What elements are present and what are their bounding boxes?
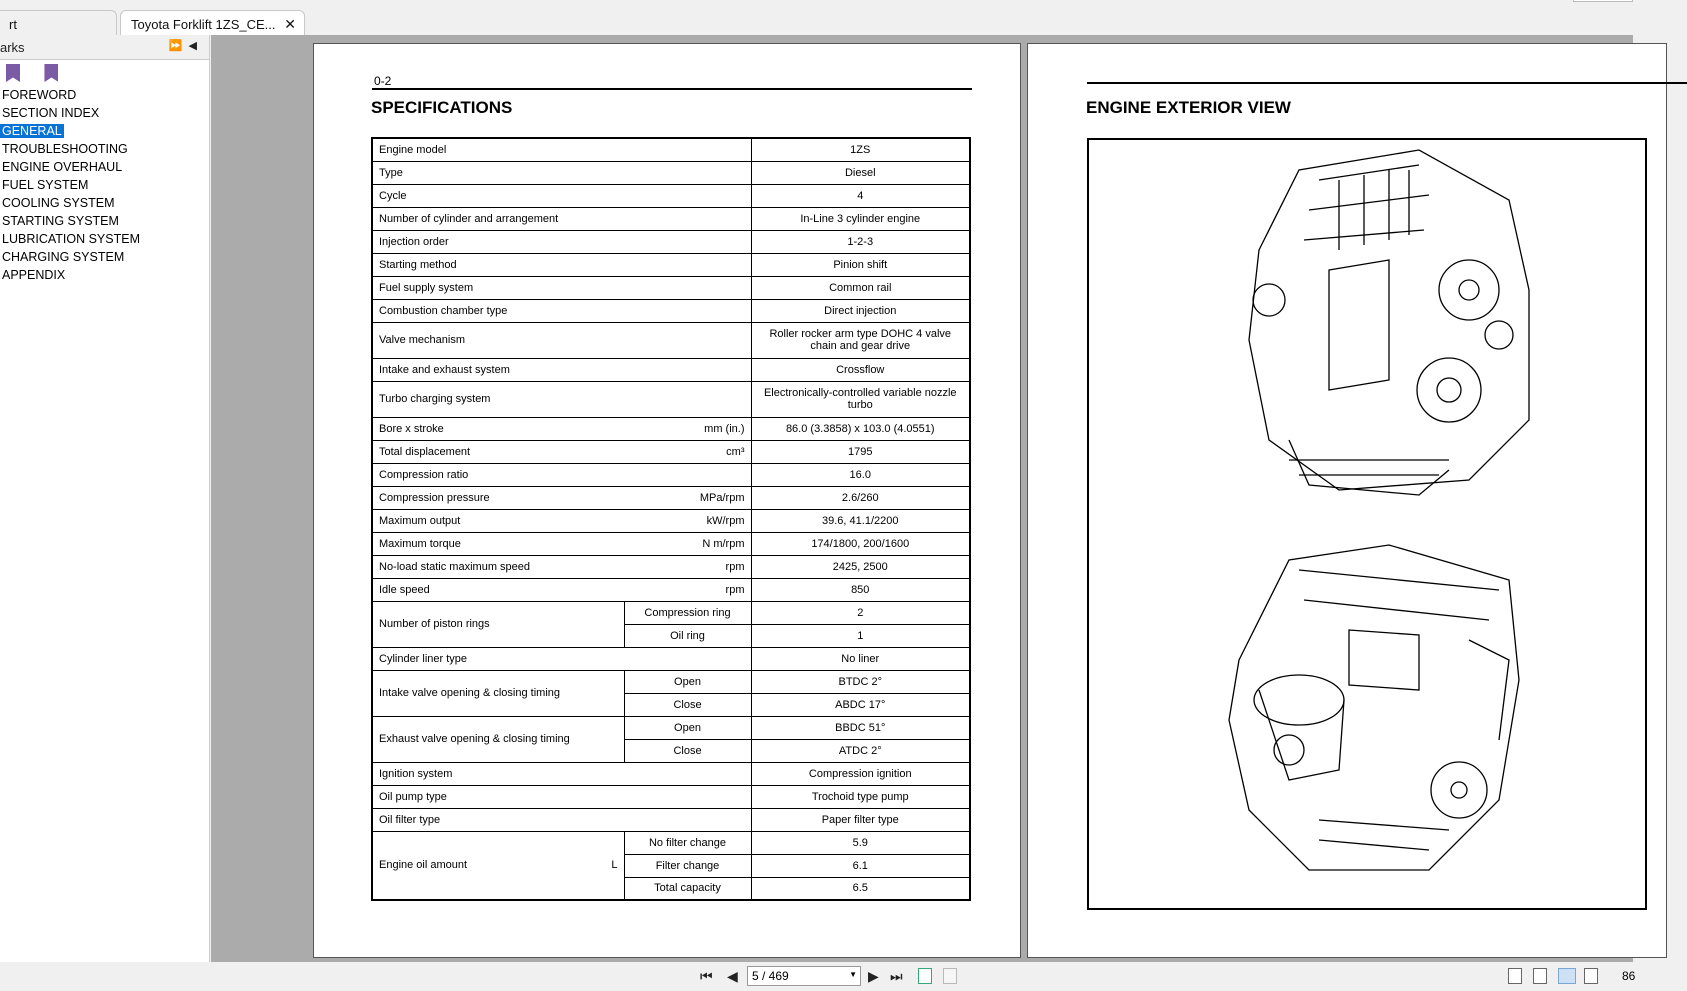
page-title: ENGINE EXTERIOR VIEW — [1086, 98, 1291, 117]
spec-label — [372, 253, 751, 276]
table-row — [372, 322, 970, 358]
bookmark-item[interactable] — [0, 86, 209, 104]
spec-value — [751, 207, 970, 230]
spec-value — [751, 739, 970, 762]
spec-value — [751, 601, 970, 624]
cell-text: Cylinder liner type — [379, 652, 468, 665]
engine-illustration-frame — [1087, 138, 1647, 910]
spec-label — [372, 299, 751, 322]
cell-text: 2425, 2500 — [832, 560, 888, 573]
spec-value — [751, 253, 970, 276]
cell-text: ABDC 17° — [835, 698, 886, 711]
bookmark-label: LUBRICATION SYSTEM — [2, 232, 140, 246]
facing-view-icon[interactable] — [1558, 968, 1576, 984]
panel-controls-icon[interactable]: ⏩◀ — [168, 40, 203, 52]
table-row — [372, 509, 970, 532]
cell-text: Close — [673, 744, 702, 757]
first-page-button[interactable]: ⏮ — [700, 968, 713, 984]
cell-text: Compression pressure — [379, 491, 490, 504]
single-page-view-icon[interactable] — [1508, 968, 1522, 984]
right-page — [1027, 43, 1667, 958]
document-viewer — [211, 35, 1633, 962]
cell-text: Direct injection — [824, 304, 897, 317]
cell-text: Open — [674, 675, 701, 688]
table-row — [372, 417, 970, 440]
spec-label — [372, 831, 624, 900]
page-number: 0-2 — [374, 74, 392, 88]
cell-text: Combustion chamber type — [379, 304, 508, 317]
spec-label — [372, 463, 751, 486]
cell-text: Close — [673, 698, 702, 711]
spec-value — [751, 184, 970, 207]
bookmark-label: TROUBLESHOOTING — [2, 142, 128, 156]
bookmark-item[interactable] — [0, 230, 209, 248]
bookmark-label: COOLING SYSTEM — [2, 196, 115, 210]
cell-text: 1 — [857, 629, 864, 642]
cell-text: 5.9 — [852, 836, 868, 849]
spec-label — [372, 161, 751, 184]
tab-label: rt — [9, 17, 17, 32]
unit-label: rpm — [725, 583, 745, 596]
cell-text: Open — [674, 721, 701, 734]
spec-sublabel — [624, 739, 751, 762]
table-row — [372, 440, 970, 463]
continuous-view-icon[interactable] — [1533, 968, 1547, 984]
spec-value — [751, 440, 970, 463]
bookmark-item[interactable] — [0, 158, 209, 176]
cell-text: 1795 — [848, 445, 873, 458]
spec-value — [751, 624, 970, 647]
previous-page-button[interactable]: ◀ — [727, 968, 738, 984]
next-page-button[interactable]: ▶ — [868, 968, 879, 984]
window-control[interactable] — [1573, 0, 1633, 2]
table-row — [372, 532, 970, 555]
previous-view-icon[interactable] — [918, 968, 932, 984]
spec-sublabel — [624, 831, 751, 854]
bookmark-item[interactable] — [0, 122, 209, 140]
cell-text: BTDC 2° — [838, 675, 883, 688]
spec-value — [751, 647, 970, 670]
cell-text: Filter change — [655, 859, 720, 872]
spec-value — [751, 463, 970, 486]
cell-text: 2.6/260 — [841, 491, 879, 504]
cell-text: Engine oil amount — [379, 859, 468, 872]
bookmark-label: APPENDIX — [2, 268, 66, 282]
table-row — [372, 555, 970, 578]
unit-label: mm (in.) — [704, 422, 745, 435]
cell-text: Number of piston rings — [379, 618, 490, 630]
tab-bar — [0, 0, 1633, 35]
cell-text: Idle speed — [379, 583, 430, 596]
spec-label — [372, 486, 751, 509]
bookmark-item[interactable] — [0, 194, 209, 212]
page-number-value: 5 / 469 — [752, 969, 789, 983]
table-row — [372, 486, 970, 509]
spec-sublabel — [624, 693, 751, 716]
panel-title: arks — [0, 40, 25, 55]
spec-value — [751, 299, 970, 322]
table-row — [372, 716, 970, 739]
cell-text: No-load static maximum speed — [379, 560, 531, 573]
spec-value — [751, 486, 970, 509]
specifications-table — [371, 137, 971, 901]
unit-label: kW/rpm — [706, 514, 745, 527]
spec-label — [372, 440, 751, 463]
spec-sublabel — [624, 670, 751, 693]
cell-text: 6.5 — [852, 882, 868, 895]
bookmark-item[interactable] — [0, 176, 209, 194]
bookmark-item[interactable] — [0, 140, 209, 158]
spec-label — [372, 578, 751, 601]
tab-label: Toyota Forklift 1ZS_CE... — [131, 17, 276, 32]
cell-text: 174/1800, 200/1600 — [811, 537, 910, 550]
spec-value — [751, 381, 970, 417]
table-row — [372, 808, 970, 831]
cell-text: Oil pump type — [379, 790, 447, 803]
bookmark-label: STARTING SYSTEM — [2, 214, 119, 228]
cell-text: Common rail — [829, 281, 892, 294]
cell-text: 4 — [857, 189, 864, 202]
cell-text: Number of cylinder and arrangement — [379, 212, 559, 225]
spec-value — [751, 509, 970, 532]
spec-value — [751, 322, 970, 358]
cell-text: Maximum torque — [379, 537, 461, 550]
cell-text: 1ZS — [850, 143, 871, 156]
bookmark-item[interactable] — [0, 248, 209, 266]
zoom-level[interactable]: 86 — [1622, 969, 1636, 983]
bookmark-label: FUEL SYSTEM — [2, 178, 89, 192]
bookmark-label: GENERAL — [2, 124, 62, 138]
spec-label — [372, 762, 751, 785]
table-row — [372, 299, 970, 322]
table-row — [372, 358, 970, 381]
engine-rear-view — [1229, 545, 1519, 870]
spec-label — [372, 138, 751, 161]
cell-text: Type — [379, 166, 403, 179]
spec-value — [751, 670, 970, 693]
cell-text: BBDC 51° — [835, 721, 886, 734]
cell-text: Paper filter type — [821, 813, 899, 826]
spec-label — [372, 276, 751, 299]
cell-text: Fuel supply system — [379, 281, 474, 294]
table-row — [372, 762, 970, 785]
spec-value — [751, 555, 970, 578]
bookmark-list — [0, 86, 209, 284]
spec-value — [751, 230, 970, 253]
spec-value — [751, 161, 970, 184]
spec-label — [372, 207, 751, 230]
unit-label: cm³ — [726, 445, 745, 458]
next-view-icon[interactable] — [943, 968, 957, 984]
chevron-down-icon[interactable]: ▼ — [849, 970, 857, 979]
table-row — [372, 785, 970, 808]
table-row — [372, 670, 970, 693]
spec-value — [751, 578, 970, 601]
table-row — [372, 647, 970, 670]
cell-text: 39.6, 41.1/2200 — [822, 514, 899, 527]
cell-text: Ignition system — [379, 767, 453, 780]
spec-sublabel — [624, 624, 751, 647]
cell-text: Oil ring — [670, 629, 705, 642]
table-row — [372, 831, 970, 854]
cell-text: Electronically-controlled variable nozzle turbo — [763, 387, 957, 411]
spec-label — [372, 417, 751, 440]
cell-text: Intake and exhaust system — [379, 363, 510, 376]
close-icon[interactable]: ✕ — [284, 16, 296, 32]
cell-text: 2 — [857, 606, 864, 619]
cell-text: Engine model — [379, 143, 447, 156]
spec-label — [372, 601, 624, 647]
table-row — [372, 578, 970, 601]
cell-text: Valve mechanism — [379, 334, 465, 346]
cell-text: Total displacement — [379, 445, 471, 458]
continuous-facing-view-icon[interactable] — [1584, 968, 1598, 984]
cell-text: Intake valve opening & closing timing — [379, 687, 560, 699]
bookmark-label: ENGINE OVERHAUL — [2, 160, 123, 174]
spec-label — [372, 647, 751, 670]
cell-text: 6.1 — [852, 859, 868, 872]
cell-text: 850 — [851, 583, 870, 596]
table-row — [372, 381, 970, 417]
last-page-button[interactable]: ⏭ — [890, 968, 903, 984]
bookmark-label: CHARGING SYSTEM — [2, 250, 125, 264]
cell-text: No liner — [841, 652, 880, 665]
spec-label — [372, 358, 751, 381]
header-rule — [372, 88, 972, 90]
spec-label — [372, 509, 751, 532]
header-rule — [1087, 82, 1687, 84]
unit-label: MPa/rpm — [699, 491, 745, 504]
tab-document[interactable] — [120, 10, 305, 35]
spec-value — [751, 854, 970, 877]
spec-label — [372, 381, 751, 417]
cell-text: Diesel — [844, 166, 876, 179]
cell-text: 1-2-3 — [847, 235, 874, 248]
spec-value — [751, 358, 970, 381]
spec-label — [372, 532, 751, 555]
spec-sublabel — [624, 854, 751, 877]
cell-text: Starting method — [379, 258, 457, 271]
bottom-toolbar — [0, 962, 1636, 991]
spec-value — [751, 693, 970, 716]
spec-sublabel — [624, 877, 751, 900]
tab-previous[interactable] — [0, 10, 117, 35]
unit-label: rpm — [725, 560, 745, 573]
cell-text: Maximum output — [379, 514, 461, 527]
bookmark-item[interactable] — [0, 104, 209, 122]
cell-text: In-Line 3 cylinder engine — [800, 212, 921, 225]
cell-text: 16.0 — [849, 468, 871, 481]
table-row — [372, 601, 970, 624]
spec-label — [372, 716, 624, 762]
unit-label: L — [611, 859, 618, 872]
spec-value — [751, 877, 970, 900]
spec-sublabel — [624, 716, 751, 739]
cell-text: Compression ratio — [379, 468, 469, 481]
spec-label — [372, 230, 751, 253]
cell-text: Compression ring — [644, 606, 731, 619]
bookmark-label: SECTION INDEX — [2, 106, 100, 120]
cell-text: 86.0 (3.3858) x 103.0 (4.0551) — [785, 422, 935, 435]
cell-text: Roller rocker arm type DOHC 4 valve chain and gear drive — [769, 328, 952, 352]
spec-value — [751, 276, 970, 299]
spec-value — [751, 532, 970, 555]
add-bookmark-icon[interactable] — [6, 64, 20, 82]
table-row — [372, 230, 970, 253]
spec-value — [751, 808, 970, 831]
spec-sublabel — [624, 601, 751, 624]
cell-text: Injection order — [379, 235, 449, 248]
engine-drawing — [1089, 140, 1649, 912]
table-row — [372, 463, 970, 486]
spec-label — [372, 670, 624, 716]
cell-text: Bore x stroke — [379, 422, 444, 435]
table-row — [372, 138, 970, 161]
table-row — [372, 184, 970, 207]
cell-text: Exhaust valve opening & closing timing — [379, 733, 570, 745]
spec-value — [751, 417, 970, 440]
table-row — [372, 161, 970, 184]
cell-text: Turbo charging system — [379, 393, 491, 405]
bookmark-label: FOREWORD — [2, 88, 77, 102]
spec-value — [751, 831, 970, 854]
spec-label — [372, 785, 751, 808]
unit-label: N m/rpm — [702, 537, 745, 550]
cell-text: ATDC 2° — [838, 744, 882, 757]
cell-text: Pinion shift — [833, 258, 888, 271]
spec-value — [751, 716, 970, 739]
spec-value — [751, 138, 970, 161]
bookmarks-header — [0, 35, 209, 60]
spec-label — [372, 184, 751, 207]
cell-text: Compression ignition — [808, 767, 912, 780]
page-title: SPECIFICATIONS — [371, 98, 513, 117]
spec-label — [372, 322, 751, 358]
table-row — [372, 253, 970, 276]
spec-label — [372, 555, 751, 578]
cell-text: Crossflow — [836, 363, 885, 376]
cell-text: Oil filter type — [379, 813, 441, 826]
spec-value — [751, 762, 970, 785]
cell-text: No filter change — [648, 836, 727, 849]
bookmark-item[interactable] — [0, 212, 209, 230]
goto-bookmark-icon[interactable] — [44, 64, 58, 82]
spec-label — [372, 808, 751, 831]
spec-value — [751, 785, 970, 808]
bookmarks-panel — [0, 35, 210, 962]
cell-text: Cycle — [379, 189, 407, 202]
page-number-input[interactable] — [747, 966, 861, 986]
cell-text: Total capacity — [654, 882, 721, 895]
engine-front-view — [1249, 150, 1529, 495]
table-row — [372, 276, 970, 299]
left-page — [313, 43, 1021, 958]
table-row — [372, 207, 970, 230]
cell-text: Trochoid type pump — [811, 790, 909, 803]
bookmark-item[interactable] — [0, 266, 209, 284]
